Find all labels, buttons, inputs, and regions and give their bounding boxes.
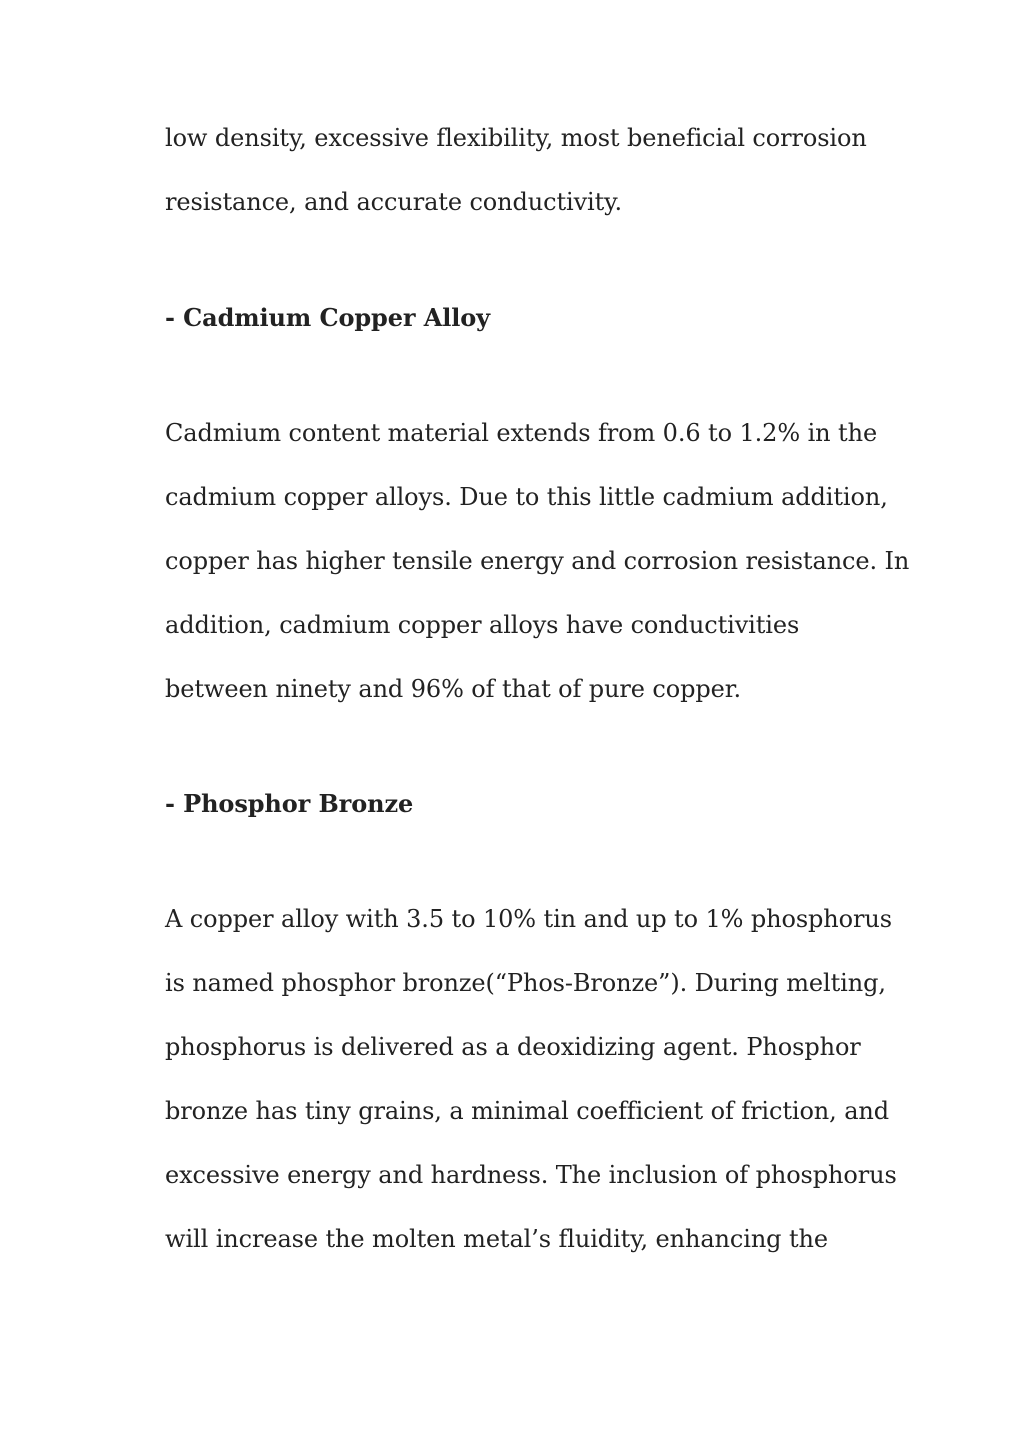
cadmium-line-4: addition, cadmium copper alloys have conductivities <box>165 611 800 639</box>
cadmium-line-1: Cadmium content material extends from 0.6 to 1.2% in the <box>165 419 878 447</box>
phosphor-line-3: phosphorus is delivered as a deoxidizing agent. Phosphor <box>165 1033 861 1061</box>
intro-line-1: low density, excessive flexibility, most beneficial corrosion <box>165 124 867 152</box>
phosphor-line-1: A copper alloy with 3.5 to 10% tin and up to 1% phosphorus <box>165 905 892 933</box>
cadmium-line-3: copper has higher tensile energy and corrosion resistance. In <box>165 547 910 575</box>
phosphor-heading: - Phosphor Bronze <box>165 789 414 818</box>
phosphor-line-2: is named phosphor bronze(“Phos-Bronze”). During melting, <box>165 969 886 997</box>
phosphor-line-5: excessive energy and hardness. The inclusion of phosphorus <box>165 1161 897 1189</box>
cadmium-heading: - Cadmium Copper Alloy <box>165 303 491 332</box>
phosphor-line-4: bronze has tiny grains, a minimal coefficient of friction, and <box>165 1097 890 1125</box>
cadmium-line-2: cadmium copper alloys. Due to this little cadmium addition, <box>165 483 888 511</box>
cadmium-line-5: between ninety and 96% of that of pure copper. <box>165 675 742 703</box>
intro-line-2: resistance, and accurate conductivity. <box>165 188 622 216</box>
phosphor-line-6: will increase the molten metal’s fluidity, enhancing the <box>165 1225 828 1253</box>
